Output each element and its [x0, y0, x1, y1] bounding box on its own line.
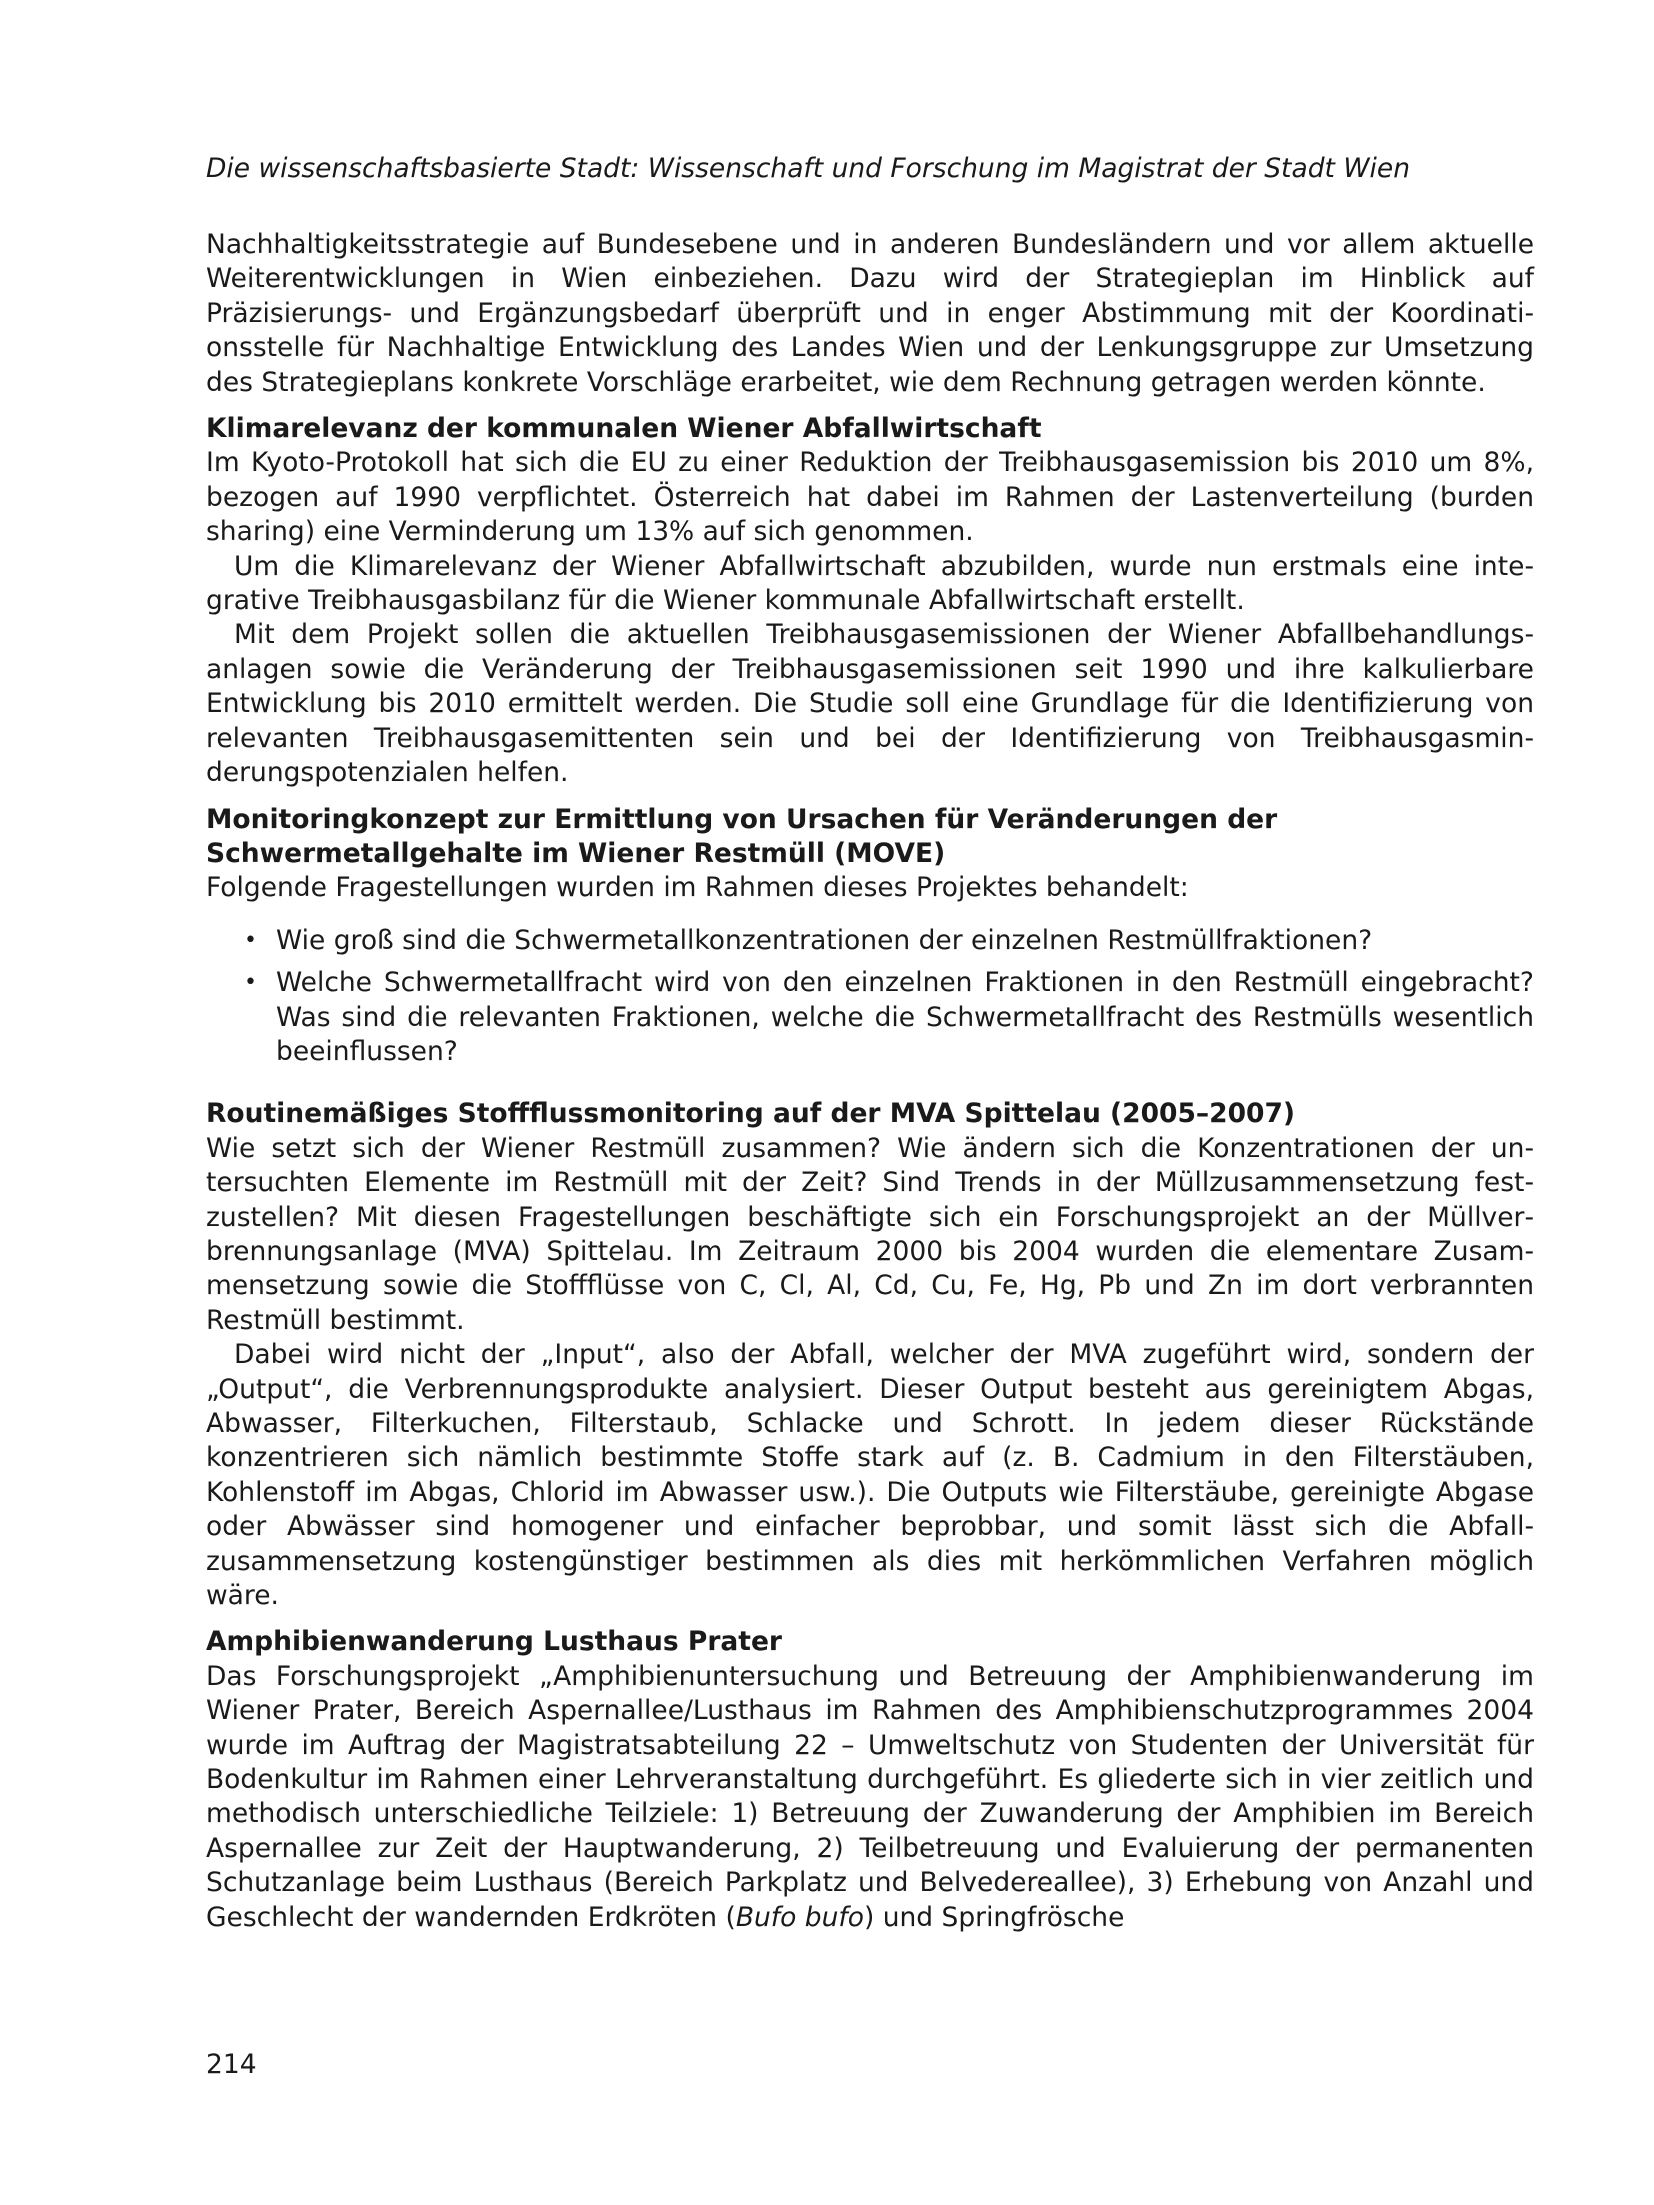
running-head: Die wissenschaftsbasierte Stadt: Wissenschaft und Forschung im Magistrat der Stadt Wien [206, 153, 1410, 184]
heading-klimarelevanz: Klimarelevanz der kommunalen Wiener Abfallwirtschaft [206, 413, 1042, 445]
klima-paragraph-2: Um die Klimarelevanz der Wiener Abfallwirtschaft abzubilden, wurde nun erstmals eine integrative Treibhausgasbilanz für die Wiener kommunale Abfallwirtschaft erstellt. [206, 550, 1534, 617]
amphibien-text-start: Das Forschungsprojekt „Amphibienuntersuchung und Betreuung der Amphibienwanderung im Wiener Prater, Bereich Aspernallee/Lusthaus im Rahmen des Amphibienschutzprogrammes 2004 wurde im Auftrag der Magistratsabteilung 22 – Umweltschutz von Studenten der Universität für Bodenkultur im Rahmen einer Lehrveranstaltung durchgeführt. Es gliederte sich in vier zeitlich und methodisch unterschiedliche Teilziele: 1) Betreuung der Zuwanderung der Amphibien im Bereich Aspernallee zur Zeit der Hauptwanderung, 2) Teilbetreuung und Evaluierung der permanenten Schutzanlage beim Lusthaus (Bereich Parkplatz und Belvedereallee), 3) Erhebung von Anzahl und Geschlecht der wandernden Erdkröten ( [206, 1660, 1534, 1933]
amphibien-paragraph-1 [206, 1660, 1534, 1935]
mva-paragraph-2: Dabei wird nicht der „Input“, also der Abfall, welcher der MVA zugeführt wird, sondern der „Output“, die Verbrennungsprodukte analysiert. Dieser Output besteht aus gereinigtem Abgas, Abwasser, Filterkuchen, Filterstaub, Schlacke und Schrott. In jedem dieser Rückstände konzentrieren sich nämlich bestimmte Stoffe stark auf (z. B. Cadmium in den Filterstäuben, Kohlenstoff im Abgas, Chlorid im Abwasser usw.). Die Outputs wie Filterstäube, gereinigte Abgase oder Abwässer sind homogener und einfacher beprobbar, und somit lässt sich die Abfallzusammensetzung kostengünstiger bestimmen als dies mit herkömmlichen Verfahren möglich wäre. [206, 1339, 1534, 1612]
list-item-text: Welche Schwermetallfracht wird von den einzelnen Fraktionen in den Restmüll eingebracht? Was sind die relevanten Fraktionen, welche die Schwermetallfracht des Restmülls wesentlich beeinflussen? [276, 967, 1534, 1067]
heading-amphibienwanderung: Amphibienwanderung Lusthaus Prater [206, 1626, 782, 1658]
mva-paragraph-1: Wie setzt sich der Wiener Restmüll zusammen? Wie ändern sich die Konzentrationen der untersuchten Elemente im Restmüll mit der Zeit? Sind Trends in der Müllzusammensetzung festzustellen? Mit diesen Fragestellungen beschäftigte sich ein Forschungsprojekt an der Müllverbrennungsanlage (MVA) Spittelau. Im Zeitraum 2000 bis 2004 wurden die elementare Zusammensetzung sowie die Stoffflüsse von C, Cl, Al, Cd, Cu, Fe, Hg, Pb und Zn im dort verbrannten Restmüll bestimmt. [206, 1132, 1534, 1336]
heading-mva-spittelau: Routinemäßiges Stoffflussmonitoring auf der MVA Spittelau (2005–2007) [206, 1098, 1296, 1130]
move-paragraph-1: Folgende Fragestellungen wurden im Rahmen dieses Projektes behandelt: [206, 872, 1189, 904]
species-name: Bufo bufo [735, 1901, 864, 1933]
list-item-text: Wie groß sind die Schwermetallkonzentrationen der einzelnen Restmüllfraktionen? [276, 924, 1373, 956]
klima-paragraph-1: Im Kyoto-Protokoll hat sich die EU zu einer Reduktion der Treibhausgasemission bis 2010 um 8%, bezogen auf 1990 verpflichtet. Österreich hat dabei im Rahmen der Lastenverteilung (burden sharing) eine Verminderung um 13% auf sich genommen. [206, 447, 1534, 548]
amphibien-text-end: ) und Springfrösche [863, 1901, 1125, 1933]
list-item [244, 924, 1534, 958]
heading-move: Monitoringkonzept zur Ermittlung von Ursachen für Veränderungen der Schwermetallgehalte im Wiener Restmüll (MOVE) [206, 803, 1278, 869]
klima-paragraph-3: Mit dem Projekt sollen die aktuellen Treibhausgasemissionen der Wiener Abfallbehandlungsanlagen sowie die Veränderung der Treibhausgasemissionen seit 1990 und ihre kalkulierbare Entwicklung bis 2010 ermittelt werden. Die Studie soll eine Grundlage für die Identifizierung von relevanten Treibhausgasemittenten sein und bei der Identifizierung von Treibhausgasminderungspotenzialen helfen. [206, 619, 1534, 789]
move-question-list [206, 924, 1534, 1070]
intro-paragraph: Nachhaltigkeitsstrategie auf Bundesebene und in anderen Bundesländern und vor allem aktuelle Weiterentwicklungen in Wien einbeziehen. Dazu wird der Strategieplan im Hinblick auf Präzisierungs- und Ergänzungsbedarf überprüft und in enger Abstimmung mit der Koordinationsstelle für Nachhaltige Entwicklung des Landes Wien und der Lenkungsgruppe zur Umsetzung des Strategieplans konkrete Vorschläge erarbeitet, wie dem Rechnung getragen werden könnte. [206, 229, 1534, 398]
page-number: 214 [206, 2049, 257, 2080]
bullet-icon: • [244, 927, 257, 953]
body-text [206, 228, 1534, 1935]
list-item [244, 966, 1534, 1069]
bullet-icon: • [244, 970, 257, 996]
